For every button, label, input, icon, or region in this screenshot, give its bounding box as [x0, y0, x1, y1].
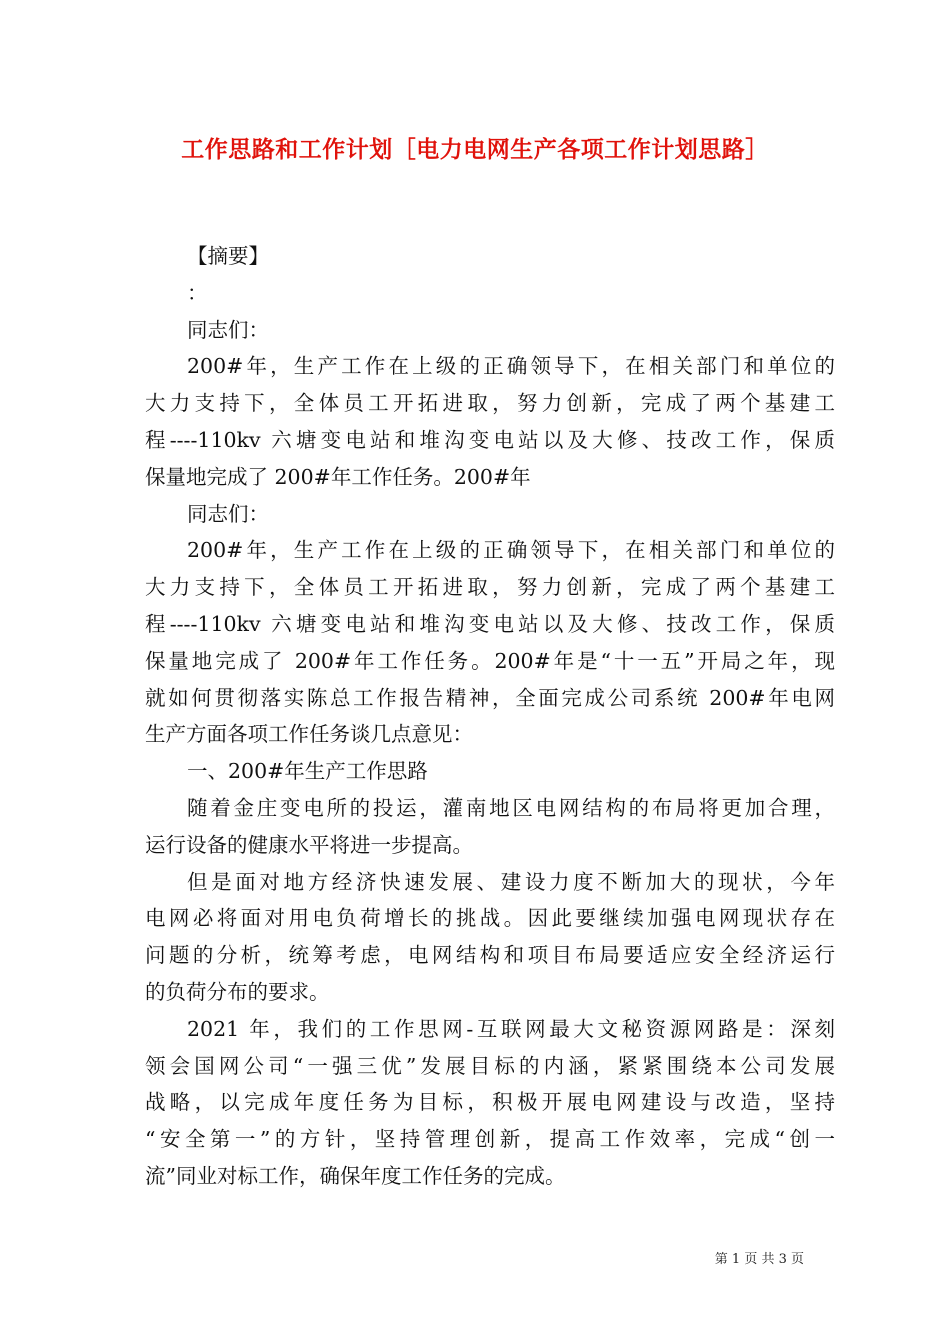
text-line: 200#年，生产工作在上级的正确领导下，在相关部门和单位的	[187, 354, 835, 379]
text-line: 程----110kv 六塘变电站和堆沟变电站以及大修、技改工作，保质	[145, 427, 835, 452]
text-line: 流”同业对标工作，确保年度工作任务的完成。	[145, 1163, 566, 1188]
text-line: 战略，以完成年度任务为目标，积极开展电网建设与改造，坚持	[145, 1090, 835, 1115]
page-number: 第 1 页 共 3 页	[714, 1252, 804, 1267]
text-line: 运行设备的健康水平将进一步提高。	[145, 832, 473, 857]
text-line: 保量地完成了 200#年工作任务。200#年	[145, 464, 531, 489]
text-line: 领会国网公司“一强三优”发展目标的内涵，紧紧围绕本公司发展	[145, 1053, 835, 1078]
text-line: 的负荷分布的要求。	[145, 979, 330, 1004]
text-line: “安全第一”的方针，坚持管理创新，提高工作效率，完成“创一	[145, 1127, 835, 1152]
text-line: 一、200#年生产工作思路	[187, 759, 428, 784]
text-line: 同志们：	[187, 501, 269, 526]
document-body	[145, 238, 835, 1195]
text-line: 就如何贯彻落实陈总工作报告精神，全面完成公司系统 200#年电网	[145, 685, 835, 710]
text-line: 随着金庄变电所的投运，灌南地区电网结构的布局将更加合理，	[187, 795, 835, 820]
text-line: 大力支持下，全体员工开拓进取，努力创新，完成了两个基建工	[145, 391, 835, 416]
text-line: 保量地完成了 200#年工作任务。200#年是“十一五”开局之年，现	[145, 648, 835, 673]
text-line: 大力支持下，全体员工开拓进取，努力创新，完成了两个基建工	[145, 575, 835, 600]
text-line: 200#年，生产工作在上级的正确领导下，在相关部门和单位的	[187, 538, 835, 563]
text-line: 电网必将面对用电负荷增长的挑战。因此要继续加强电网现状存在	[145, 906, 835, 931]
text-line: 2021 年，我们的工作思网-互联网最大文秘资源网路是：深刻	[187, 1016, 835, 1041]
text-line: 生产方面各项工作任务谈几点意见：	[145, 722, 473, 747]
text-line: 同志们：	[187, 317, 269, 342]
document-title: 工作思路和工作计划［电力电网生产各项工作计划思路］	[181, 136, 769, 163]
text-line: 【摘要】	[187, 244, 269, 268]
text-line: ：	[187, 280, 208, 305]
text-line: 问题的分析，统筹考虑，电网结构和项目布局要适应安全经济运行	[145, 943, 835, 968]
text-line: 程----110kv 六塘变电站和堆沟变电站以及大修、技改工作，保质	[145, 611, 835, 636]
text-line: 但是面对地方经济快速发展、建设力度不断加大的现状，今年	[187, 869, 835, 894]
